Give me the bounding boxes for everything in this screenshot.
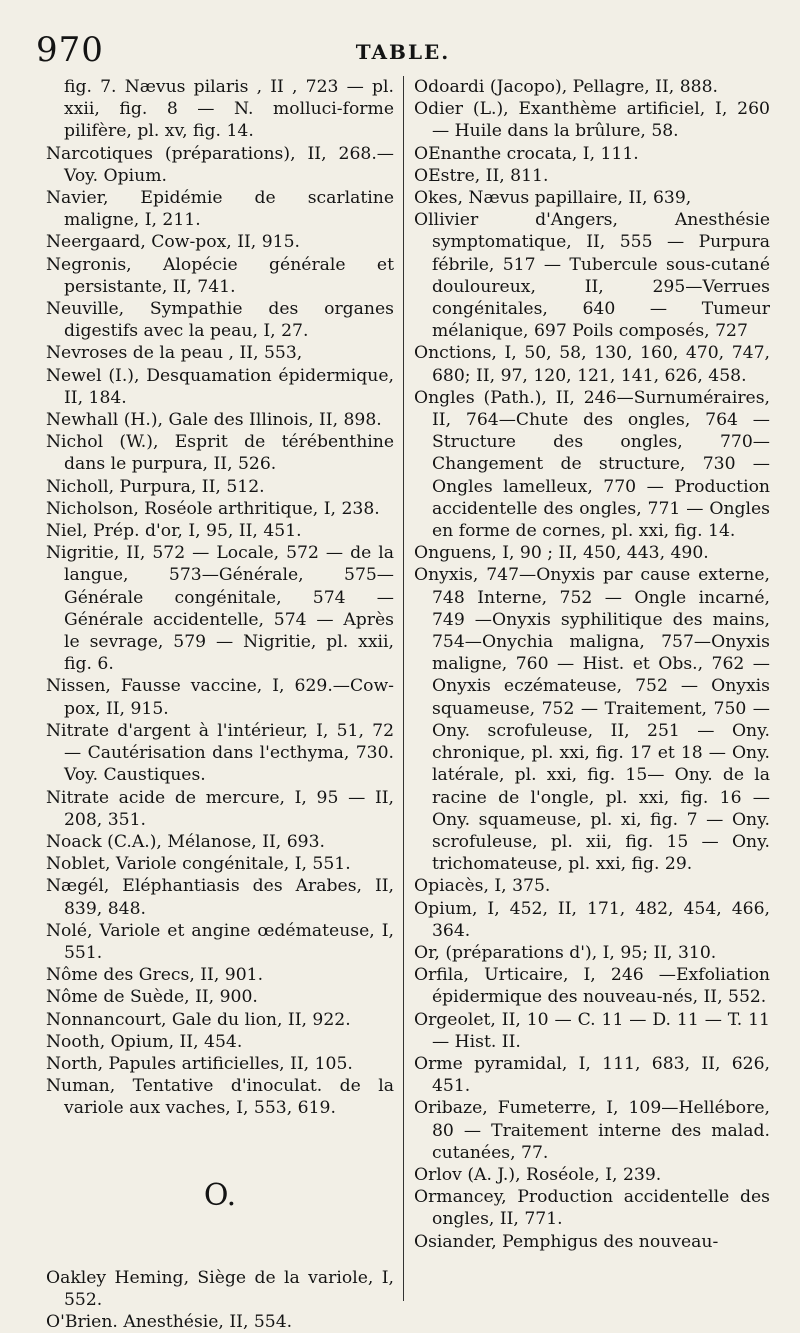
index-entry: Oakley Heming, Siège de la variole, I, 552. xyxy=(46,1267,394,1310)
index-entry: Numan, Tentative d'inoculat. de la variole aux vaches, I, 553, 619. xyxy=(46,1076,394,1119)
page-header xyxy=(36,30,770,70)
index-entry: Navier, Epidémie de scarlatine maligne, I, 211. xyxy=(46,188,394,231)
index-entry: Noack (C.A.), Mélanose, II, 693. xyxy=(46,831,325,852)
index-entry: Onguens, I, 90 ; II, 450, 443, 490. xyxy=(414,543,709,564)
index-entry: Osiander, Pemphigus des nouveau- xyxy=(414,1231,719,1252)
index-entry: Nôme de Suède, II, 900. xyxy=(46,987,258,1008)
index-entry: Nægél, Eléphantiasis des Arabes, II, 839, 848. xyxy=(46,876,394,919)
index-entry: fig. 7. Nævus pilaris , II , 723 — pl. xxii, fig. 8 — N. molluci-forme pilifère, pl. xv, fig. 14. xyxy=(64,77,394,142)
index-entry: Nitrate d'argent à l'intérieur, I, 51, 72 — Cautérisation dans l'ecthyma, 730. Voy. Caustiques. xyxy=(46,720,394,786)
index-entry: Neuville, Sympathie des organes digestifs avec la peau, I, 27. xyxy=(46,299,394,342)
index-entry: Opiacès, I, 375. xyxy=(414,876,551,897)
index-entry: Negronis, Alopécie générale et persistante, II, 741. xyxy=(46,254,394,297)
index-entry: Onyxis, 747—Onyxis par cause externe, 748 Interne, 752 — Ongle incarné, 749 —Onyxis syphilitique des mains, 754—Onychia maligna, 757—Onyxis maligne, 760 — Hist. et Obs., 762 — Onyxis eczémateuse, 752 — Onyxis squameuse, 752 — Traitement, 750 — Ony. scrofuleuse, II, 251 — Ony. chronique, pl. xxi, fig. 17 et 18 — Ony. latérale, pl. xxi, fig. 15— Ony. de la racine de l'ongle, pl. xxi, fig. 16 — Ony. squameuse, pl. xi, fig. 7 — Ony. scrofuleuse, pl. xii, fig. 15 — Ony. trichomateuse, pl. xxi, fig. 29. xyxy=(414,565,770,875)
index-entry: Opium, I, 452, II, 171, 482, 454, 466, 364. xyxy=(414,898,770,941)
index-entry: Neergaard, Cow-pox, II, 915. xyxy=(46,232,301,253)
index-entry: Narcotiques (préparations), II, 268.— Voy. Opium. xyxy=(46,143,394,186)
index-entry: Orlov (A. J.), Roséole, I, 239. xyxy=(414,1164,662,1185)
index-entry: Nichol (W.), Esprit de térébenthine dans le purpura, II, 526. xyxy=(46,432,394,475)
column-divider xyxy=(403,76,404,1301)
index-entry: O'Brien. Anesthésie, II, 554. xyxy=(46,1311,293,1332)
index-entry: Nissen, Fausse vaccine, I, 629.—Cow-pox, II, 915. xyxy=(46,676,394,719)
index-entry: North, Papules artificielles, II, 105. xyxy=(46,1053,353,1074)
index-entry: Odoardi (Jacopo), Pellagre, II, 888. xyxy=(414,77,718,97)
left-column xyxy=(46,76,394,1333)
running-head: TABLE. xyxy=(355,40,451,64)
index-entry: Nonnancourt, Gale du lion, II, 922. xyxy=(46,1009,351,1030)
index-entry: Nicholl, Purpura, II, 512. xyxy=(46,476,265,497)
index-entry: Nicholson, Roséole arthritique, I, 238. xyxy=(46,498,380,519)
index-entry: Orme pyramidal, I, 111, 683, II, 626, 451. xyxy=(414,1053,770,1097)
section-letter-heading: O. xyxy=(203,1177,237,1213)
index-entry: Nevroses de la peau , II, 553, xyxy=(46,343,303,364)
index-entry: Nooth, Opium, II, 454. xyxy=(46,1031,243,1052)
index-entry: Or, (préparations d'), I, 95; II, 310. xyxy=(414,942,717,963)
index-entry: Ongles (Path.), II, 246—Surnuméraires, II, 764—Chute des ongles, 764 — Structure des ongles, 770—Changement de structure, 730 — Ongles lamelleux, 770 — Production accidentelle des ongles, 771 — Ongles en forme de cornes, pl. xxi, fig. 14. xyxy=(414,387,770,542)
index-entry: OEstre, II, 811. xyxy=(414,165,549,186)
index-entry: Nôme des Grecs, II, 901. xyxy=(46,965,264,986)
index-entry: Onctions, I, 50, 58, 130, 160, 470, 747, 680; II, 97, 120, 121, 141, 626, 458. xyxy=(414,343,770,386)
index-entry: Oribaze, Fumeterre, I, 109—Hellébore, 80 — Traitement interne des malad. cutanées, 77. xyxy=(414,1098,770,1163)
index-entry: Odier (L.), Exanthème artificiel, I, 260 — Huile dans la brûlure, 58. xyxy=(414,99,770,142)
index-entry: Orfila, Urticaire, I, 246 —Exfoliation épidermique des nouveau-nés, II, 552. xyxy=(414,965,770,1008)
index-entry: Ormancey, Production accidentelle des ongles, II, 771. xyxy=(414,1187,770,1230)
page-number: 970 xyxy=(36,30,104,70)
index-entry: Nolé, Variole et angine œdémateuse, I, 551. xyxy=(46,920,394,963)
index-entry: Noblet, Variole congénitale, I, 551. xyxy=(46,854,351,875)
index-entry: Newhall (H.), Gale des Illinois, II, 898. xyxy=(46,410,382,431)
index-entry: Orgeolet, II, 10 — C. 11 — D. 11 — T. 11 — Hist. II. xyxy=(414,1009,770,1052)
index-entry: Nitrate acide de mercure, I, 95 — II, 208, 351. xyxy=(46,787,394,830)
index-entry: Nigritie, II, 572 — Locale, 572 — de la langue, 573—Générale, 575—Générale congénitale, 574 — Générale accidentelle, 574 — Après le sevrage, 579 — Nigritie, pl. xxii, fig. 6. xyxy=(46,543,394,675)
index-entry: Ollivier d'Angers, Anesthésie symptomatique, II, 555 — Purpura fébrile, 517 — Tubercule sous-cutané douloureux, II, 295—Verrues congénitales, 640 — Tumeur mélanique, 697 Poils composés, 727 xyxy=(414,210,770,342)
index-entry: Niel, Prép. d'or, I, 95, II, 451. xyxy=(46,521,302,542)
index-entry: Newel (I.), Desquamation épidermique, II, 184. xyxy=(46,365,394,408)
right-column xyxy=(414,76,770,1253)
index-entry: OEnanthe crocata, I, 111. xyxy=(414,143,639,164)
index-entry: Okes, Nævus papillaire, II, 639, xyxy=(414,188,692,209)
